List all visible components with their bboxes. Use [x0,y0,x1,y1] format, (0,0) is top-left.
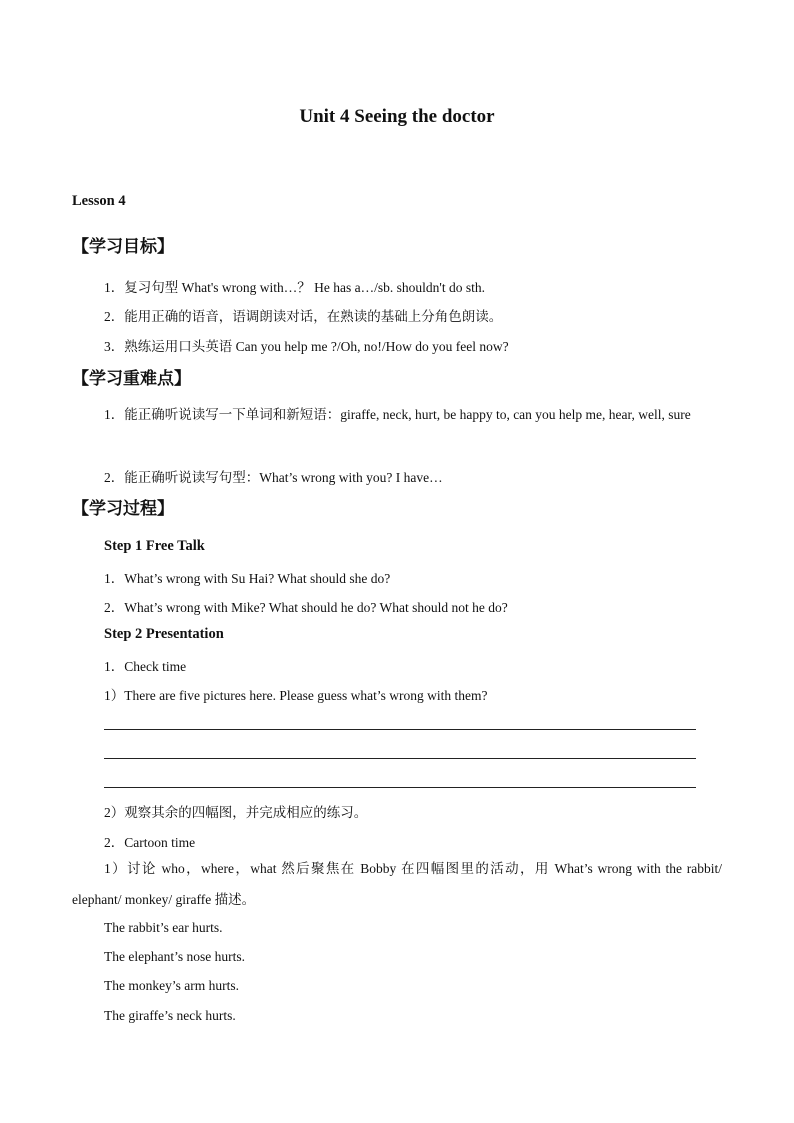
answer-line-1 [104,729,696,730]
objective-item-2: 2．能用正确的语音，语调朗读对话，在熟读的基础上分角色朗读。 [104,309,503,324]
check-time-label: 1．Check time [104,659,187,674]
discuss-instruction: 1）讨论 who，where，what 然后聚焦在 Bobby 在四幅图里的活动，用 What’s wrong with the rabbit/ elephant/ monkey/ giraffe 描述。 [72,861,722,907]
answer-monkey: The monkey’s arm hurts. [104,978,239,993]
section-objectives-heading: 【学习目标】 [72,237,174,257]
objective-item-3: 3．熟练运用口头英语 Can you help me ?/Oh, no!/How do you feel now? [104,339,509,354]
observe-instruction: 2）观察其余的四幅图，并完成相应的练习。 [104,805,368,820]
step1-heading: Step 1 Free Talk [104,538,205,554]
step1-question-1: 1．What’s wrong with Su Hai? What should she do? [104,571,391,586]
lesson-heading: Lesson 4 [72,193,126,209]
objective-item-1: 1．复习句型 What's wrong with…？ He has a…/sb. shouldn't do sth. [104,280,485,295]
section-process-heading: 【学习过程】 [72,499,174,519]
page-title: Unit 4 Seeing the doctor [299,106,495,127]
answer-elephant: The elephant’s nose hurts. [104,949,245,964]
key-point-item-1: 1．能正确听说读写一下单词和新短语：giraffe, neck, hurt, be happy to, can you help me, hear, well, sure [104,407,691,422]
check-time-question: 1）There are five pictures here. Please guess what’s wrong with them? [104,688,488,703]
answer-line-2 [104,758,696,759]
step1-question-2: 2．What’s wrong with Mike? What should he do? What should not he do? [104,600,508,615]
answer-rabbit: The rabbit’s ear hurts. [104,920,223,935]
section-key-points-heading: 【学习重难点】 [72,369,191,389]
cartoon-time-label: 2．Cartoon time [104,835,196,850]
step2-heading: Step 2 Presentation [104,626,224,642]
key-point-item-2: 2．能正确听说读写句型：What’s wrong with you? I have… [104,470,443,485]
answer-line-3 [104,787,696,788]
answer-giraffe: The giraffe’s neck hurts. [104,1008,236,1023]
